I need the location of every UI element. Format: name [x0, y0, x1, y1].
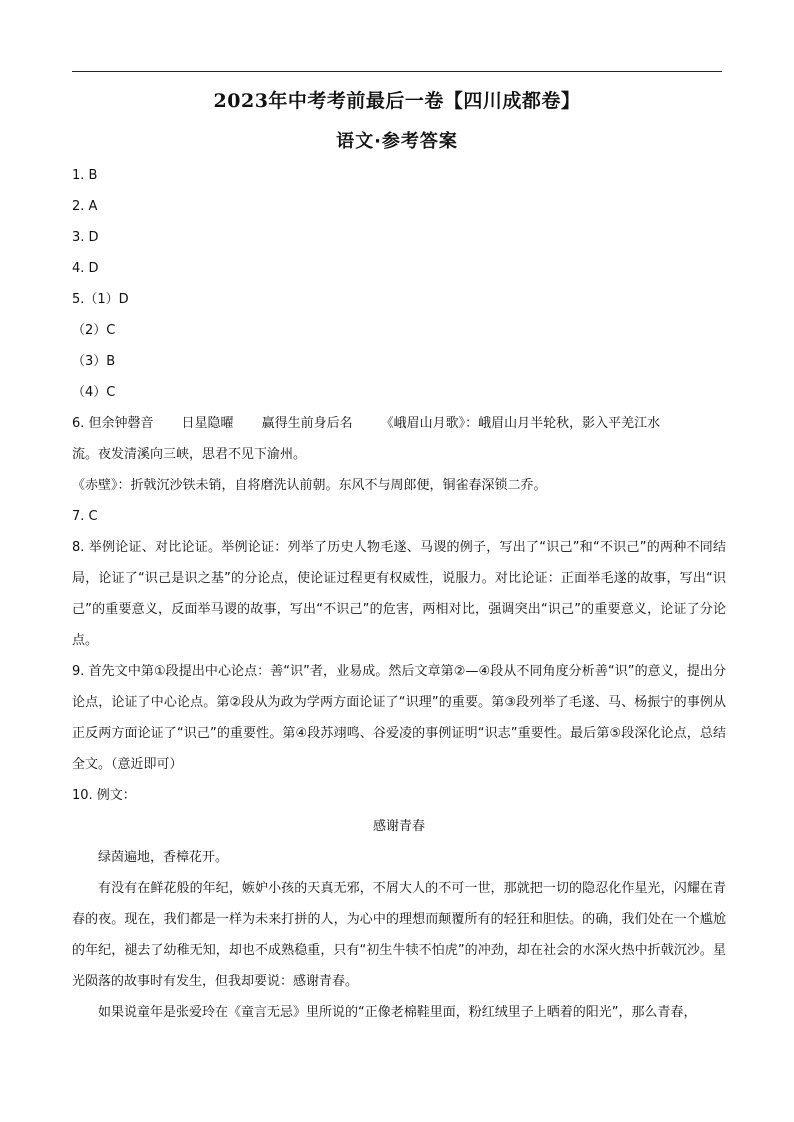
answer-content — [72, 160, 726, 1028]
answer-6-part-3: 赢得生前身后名 — [261, 416, 353, 431]
answer-5-2: （2）C — [72, 323, 116, 338]
answer-6-part-2: 日星隐曜 — [181, 416, 234, 431]
answer-5-4: （4）C — [72, 385, 116, 400]
answer-6-part-1: 6. 但余钟磬音 — [72, 416, 154, 431]
page-subtitle: 语文·参考答案 — [336, 131, 458, 152]
answer-4: 4. D — [72, 261, 99, 276]
page-title: 2023年中考考前最后一卷【四川成都卷】 — [213, 90, 581, 112]
header-rule — [72, 71, 722, 72]
answer-6-part-4: 《峨眉山月歌》：峨眉山月半轮秋，影入平羌江水 — [380, 416, 661, 431]
answer-5-1: 5.（1）D — [72, 292, 129, 307]
answer-6-line-1 — [72, 408, 726, 439]
essay-paragraph-2: 有没有在鲜花般的年纪，嫉妒小孩的天真无邪，不屑大人的不可一世，那就把一切的隐忍化作星光，闪耀在青春的夜。现在，我们都是一样为未来打拼的人，为心中的理想而颠覆所有的轻狂和胆怯。的确，我们处在一个尴尬的年纪，褪去了幼稚无知，却也不成熟稳重，只有“初生牛犊不怕虎”的冲劲，却在社会的水深火热中折戟沉沙。星光陨落的故事时有发生，但我却要说：感谢青春。 — [72, 881, 726, 989]
answer-2: 2. A — [72, 199, 98, 214]
answer-10: 10. 例文： — [72, 788, 136, 803]
answer-7: 7. C — [72, 509, 98, 524]
answer-6-line-2: 流。夜发清溪向三峡，思君不见下渝州。 — [72, 447, 307, 462]
answer-9: 9. 首先文中第①段提出中心论点：善“识”者，业易成。然后文章第②—④段从不同角度分析善“识”的意义，提出分论点，论证了中心论点。第②段从为政为学两方面论证了“识理”的重要。第③段列举了毛遂、马、杨振宁的事例从正反两方面论证了“识己”的重要性。第④段苏翊鸣、谷爱凌的事例证明“识志”重要性。最后第⑤段深化论点，总结全文。（意近即可） — [72, 664, 726, 772]
answer-6-line-3: 《赤壁》：折戟沉沙铁未销，自将磨洗认前朝。东风不与周郎便，铜雀春深锁二乔。 — [72, 478, 547, 493]
answer-8: 8. 举例论证、对比论证。举例论证：列举了历史人物毛遂、马谡的例子，写出了“识己”和“不识己”的两种不同结局，论证了“识己是识之基”的分论点，使论证过程更有权威性，说服力。对比论证：正面举毛遂的故事，写出“识己”的重要意义，反面举马谡的故事，写出“不识己”的危害，两相对比，强调突出“识己”的重要意义，论证了分论点。 — [72, 540, 726, 648]
essay-paragraph-1: 绿茵遍地，香樟花开。 — [98, 850, 229, 865]
answer-3: 3. D — [72, 230, 99, 245]
answer-1: 1. B — [72, 168, 98, 183]
essay-title: 感谢青春 — [372, 819, 425, 834]
essay-paragraph-3: 如果说童年是张爱玲在《童言无忌》里所说的“正像老棉鞋里面，粉红绒里子上晒着的阳光”，那么青春， — [98, 1005, 697, 1020]
answer-5-3: （3）B — [72, 354, 116, 369]
